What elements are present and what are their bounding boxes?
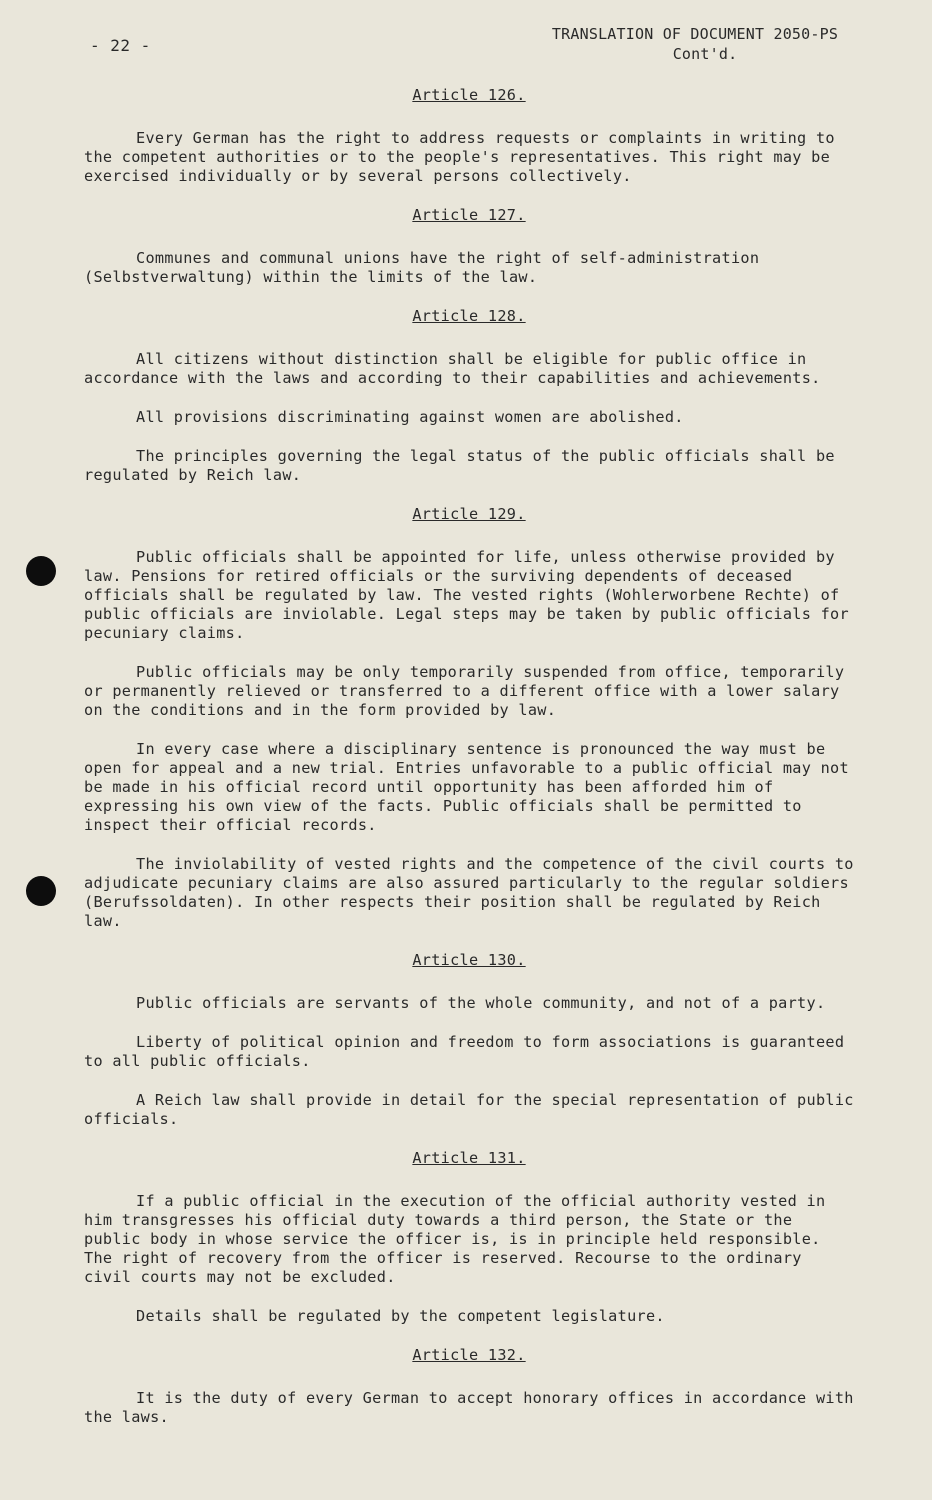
article-paragraph: If a public official in the execution of the official authority vested in him transgresses his official duty towards a third person, the State or the public body in whose service the officer is, is in principle held responsible. The right of recovery from the officer is reserved. Recourse to the ordinary civil courts may not be excluded. <box>84 1192 826 1286</box>
article <box>84 1346 854 1427</box>
article-paragraph: Public officials shall be appointed for life, unless otherwise provided by law. Pensions for retired officials or the surviving dependents of deceased officials shall be regulated by law. The vested rights (Wohlerworbene Rechte) of public officials are inviolable. Legal steps may be taken by public officials for pecuniary claims. <box>84 548 849 642</box>
article-paragraph: Liberty of political opinion and freedom to form associations is guaranteed to all public officials. <box>84 1033 845 1070</box>
document-header <box>540 24 850 64</box>
article-heading: Article 132. <box>412 1346 526 1364</box>
article <box>84 307 854 485</box>
article <box>84 505 854 931</box>
article <box>84 206 854 287</box>
article-paragraph: All provisions discriminating against women are abolished. <box>136 408 684 426</box>
article-paragraph: In every case where a disciplinary sentence is pronounced the way must be open for appeal and a new trial. Entries unfavorable to a public official may not be made in his official record until opportunity has been afforded him of expressing his own view of the facts. Public officials shall be permitted to inspect their official records. <box>84 740 849 834</box>
punch-hole-icon <box>26 556 56 586</box>
article-paragraph: The principles governing the legal status of the public officials shall be regulated by Reich law. <box>84 447 835 484</box>
article-paragraph: Communes and communal unions have the right of self-administration (Selbstverwaltung) within the limits of the law. <box>84 249 760 286</box>
article-paragraph: It is the duty of every German to accept honorary offices in accordance with the laws. <box>84 1389 854 1426</box>
article-paragraph: Every German has the right to address requests or complaints in writing to the competent authorities or to the people's representatives. This right may be exercised individually or by several persons collectively. <box>84 129 835 185</box>
article-paragraph: A Reich law shall provide in detail for the special representation of public officials. <box>84 1091 854 1128</box>
article <box>84 951 854 1129</box>
article <box>84 86 854 186</box>
article-paragraph: The inviolability of vested rights and the competence of the civil courts to adjudicate pecuniary claims are also assured particularly to the regular soldiers (Berufssoldaten). In other respects their position shall be regulated by Reich law. <box>84 855 854 930</box>
article-heading: Article 128. <box>412 307 526 325</box>
article-heading: Article 129. <box>412 505 526 523</box>
article-heading: Article 131. <box>412 1149 526 1167</box>
header-title: TRANSLATION OF DOCUMENT 2050-PS <box>551 25 839 43</box>
article <box>84 1149 854 1326</box>
document-body <box>84 86 854 1447</box>
article-heading: Article 130. <box>412 951 526 969</box>
article-heading: Article 126. <box>412 86 526 104</box>
article-paragraph: All citizens without distinction shall be eligible for public office in accordance with the laws and according to their capabilities and achievements. <box>84 350 821 387</box>
punch-hole-icon <box>26 876 56 906</box>
page-number: - 22 - <box>90 36 151 55</box>
article-paragraph: Details shall be regulated by the competent legislature. <box>136 1307 665 1325</box>
article-paragraph: Public officials may be only temporarily suspended from office, temporarily or permanently relieved or transferred to a different office with a lower salary on the conditions and in the form provided by law. <box>84 663 845 719</box>
header-continued: Cont'd. <box>672 45 738 63</box>
article-paragraph: Public officials are servants of the whole community, and not of a party. <box>136 994 826 1012</box>
article-heading: Article 127. <box>412 206 526 224</box>
